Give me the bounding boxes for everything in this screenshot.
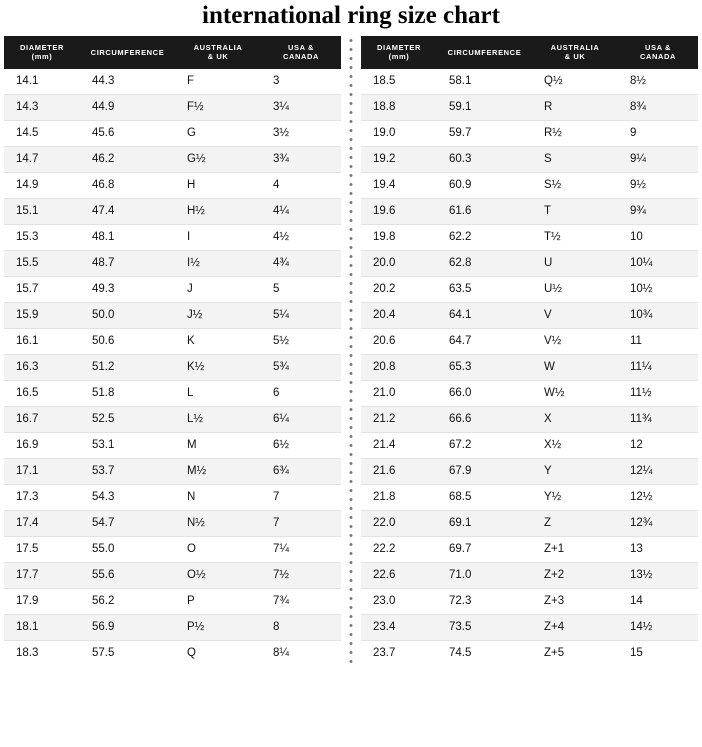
cell-diameter: 15.3 xyxy=(4,224,80,250)
page-title: international ring size chart xyxy=(202,2,500,29)
column-header-circumference xyxy=(80,36,175,69)
cell-diameter: 17.9 xyxy=(4,588,80,614)
table-row xyxy=(4,276,341,302)
cell-circumference: 67.2 xyxy=(437,432,532,458)
cell-usa-canada: 3½ xyxy=(261,120,341,146)
table-row xyxy=(361,198,698,224)
cell-circumference: 54.3 xyxy=(80,484,175,510)
table-row xyxy=(361,406,698,432)
cell-circumference: 51.8 xyxy=(80,380,175,406)
cell-australia-uk: Z+5 xyxy=(532,640,618,666)
cell-circumference: 50.6 xyxy=(80,328,175,354)
cell-usa-canada: 4¼ xyxy=(261,198,341,224)
cell-diameter: 16.5 xyxy=(4,380,80,406)
column-header-diameter-unit: (mm) xyxy=(388,52,410,62)
cell-australia-uk: V½ xyxy=(532,328,618,354)
cell-australia-uk: R xyxy=(532,94,618,120)
cell-circumference: 65.3 xyxy=(437,354,532,380)
cell-usa-canada: 14½ xyxy=(618,614,698,640)
cell-usa-canada: 5¼ xyxy=(261,302,341,328)
cell-diameter: 22.6 xyxy=(361,562,437,588)
column-header-uk-label: & UK xyxy=(207,52,229,62)
cell-australia-uk: G xyxy=(175,120,261,146)
table-row xyxy=(361,276,698,302)
cell-diameter: 17.3 xyxy=(4,484,80,510)
cell-australia-uk: S½ xyxy=(532,172,618,198)
cell-australia-uk: Z xyxy=(532,510,618,536)
cell-usa-canada: 8¾ xyxy=(618,94,698,120)
table-row xyxy=(4,640,341,666)
vertical-dotted-divider xyxy=(348,36,354,666)
table-row xyxy=(4,510,341,536)
cell-australia-uk: U xyxy=(532,250,618,276)
table-row xyxy=(361,562,698,588)
cell-usa-canada: 11¾ xyxy=(618,406,698,432)
table-row xyxy=(361,458,698,484)
column-header-diameter-label: DIAMETER xyxy=(20,43,64,52)
cell-diameter: 22.0 xyxy=(361,510,437,536)
cell-usa-canada: 4 xyxy=(261,172,341,198)
cell-australia-uk: P½ xyxy=(175,614,261,640)
cell-usa-canada: 13 xyxy=(618,536,698,562)
cell-circumference: 72.3 xyxy=(437,588,532,614)
table-row xyxy=(4,250,341,276)
cell-australia-uk: K½ xyxy=(175,354,261,380)
cell-usa-canada: 10½ xyxy=(618,276,698,302)
cell-usa-canada: 5½ xyxy=(261,328,341,354)
cell-australia-uk: Z+3 xyxy=(532,588,618,614)
cell-usa-canada: 12½ xyxy=(618,484,698,510)
cell-circumference: 48.1 xyxy=(80,224,175,250)
column-header-australia-label: AUSTRALIA xyxy=(550,43,600,52)
column-header-circumference-label: CIRCUMFERENCE xyxy=(447,47,522,57)
cell-australia-uk: Y xyxy=(532,458,618,484)
cell-circumference: 44.3 xyxy=(80,69,175,95)
cell-usa-canada: 7¾ xyxy=(261,588,341,614)
tables-container xyxy=(0,36,702,666)
cell-australia-uk: X½ xyxy=(532,432,618,458)
cell-usa-canada: 10 xyxy=(618,224,698,250)
cell-circumference: 56.2 xyxy=(80,588,175,614)
cell-usa-canada: 7 xyxy=(261,484,341,510)
cell-circumference: 61.6 xyxy=(437,198,532,224)
cell-australia-uk: V xyxy=(532,302,618,328)
cell-usa-canada: 10¾ xyxy=(618,302,698,328)
cell-australia-uk: W½ xyxy=(532,380,618,406)
table-row xyxy=(4,354,341,380)
table-body-left xyxy=(4,69,341,666)
column-header-usa-label: USA & xyxy=(644,43,672,52)
cell-circumference: 57.5 xyxy=(80,640,175,666)
cell-usa-canada: 11½ xyxy=(618,380,698,406)
cell-circumference: 68.5 xyxy=(437,484,532,510)
cell-usa-canada: 4¾ xyxy=(261,250,341,276)
cell-circumference: 56.9 xyxy=(80,614,175,640)
cell-circumference: 64.7 xyxy=(437,328,532,354)
cell-diameter: 21.8 xyxy=(361,484,437,510)
cell-circumference: 60.3 xyxy=(437,146,532,172)
table-header-right xyxy=(361,36,698,69)
column-header-uk-label: & UK xyxy=(564,52,586,62)
table-row xyxy=(4,588,341,614)
cell-australia-uk: F½ xyxy=(175,94,261,120)
table-row xyxy=(361,510,698,536)
cell-usa-canada: 8 xyxy=(261,614,341,640)
cell-circumference: 51.2 xyxy=(80,354,175,380)
column-header-diameter xyxy=(4,36,80,69)
cell-usa-canada: 9½ xyxy=(618,172,698,198)
cell-circumference: 46.8 xyxy=(80,172,175,198)
table-row xyxy=(4,94,341,120)
cell-circumference: 62.2 xyxy=(437,224,532,250)
cell-diameter: 23.0 xyxy=(361,588,437,614)
table-row xyxy=(4,484,341,510)
cell-australia-uk: J½ xyxy=(175,302,261,328)
cell-circumference: 59.1 xyxy=(437,94,532,120)
cell-circumference: 53.1 xyxy=(80,432,175,458)
cell-australia-uk: Z+1 xyxy=(532,536,618,562)
table-row xyxy=(4,562,341,588)
cell-diameter: 22.2 xyxy=(361,536,437,562)
cell-australia-uk: F xyxy=(175,69,261,95)
ring-size-table-left xyxy=(4,36,341,666)
table-row xyxy=(361,250,698,276)
cell-circumference: 60.9 xyxy=(437,172,532,198)
cell-diameter: 16.1 xyxy=(4,328,80,354)
cell-usa-canada: 11 xyxy=(618,328,698,354)
table-row xyxy=(4,328,341,354)
cell-usa-canada: 12¾ xyxy=(618,510,698,536)
cell-diameter: 18.8 xyxy=(361,94,437,120)
cell-circumference: 63.5 xyxy=(437,276,532,302)
table-row xyxy=(361,640,698,666)
cell-diameter: 20.4 xyxy=(361,302,437,328)
cell-australia-uk: R½ xyxy=(532,120,618,146)
table-row xyxy=(361,94,698,120)
cell-diameter: 20.2 xyxy=(361,276,437,302)
cell-circumference: 74.5 xyxy=(437,640,532,666)
cell-australia-uk: M½ xyxy=(175,458,261,484)
cell-usa-canada: 6½ xyxy=(261,432,341,458)
cell-circumference: 48.7 xyxy=(80,250,175,276)
column-header-circumference xyxy=(437,36,532,69)
cell-usa-canada: 12 xyxy=(618,432,698,458)
cell-australia-uk: T xyxy=(532,198,618,224)
cell-diameter: 14.3 xyxy=(4,94,80,120)
cell-usa-canada: 3¼ xyxy=(261,94,341,120)
cell-circumference: 66.6 xyxy=(437,406,532,432)
cell-circumference: 47.4 xyxy=(80,198,175,224)
cell-usa-canada: 3 xyxy=(261,69,341,95)
cell-diameter: 21.6 xyxy=(361,458,437,484)
cell-diameter: 19.4 xyxy=(361,172,437,198)
table-row xyxy=(361,224,698,250)
cell-circumference: 45.6 xyxy=(80,120,175,146)
cell-australia-uk: Y½ xyxy=(532,484,618,510)
column-header-canada-label: CANADA xyxy=(282,52,320,62)
cell-australia-uk: P xyxy=(175,588,261,614)
cell-usa-canada: 5 xyxy=(261,276,341,302)
cell-australia-uk: Z+2 xyxy=(532,562,618,588)
table-row xyxy=(361,69,698,95)
cell-australia-uk: Z+4 xyxy=(532,614,618,640)
header-row xyxy=(361,36,698,69)
table-row xyxy=(361,614,698,640)
table-row xyxy=(4,302,341,328)
cell-australia-uk: H½ xyxy=(175,198,261,224)
cell-diameter: 18.3 xyxy=(4,640,80,666)
cell-australia-uk: T½ xyxy=(532,224,618,250)
cell-circumference: 49.3 xyxy=(80,276,175,302)
cell-circumference: 64.1 xyxy=(437,302,532,328)
cell-circumference: 67.9 xyxy=(437,458,532,484)
cell-diameter: 17.4 xyxy=(4,510,80,536)
cell-circumference: 55.0 xyxy=(80,536,175,562)
cell-usa-canada: 9¾ xyxy=(618,198,698,224)
cell-usa-canada: 13½ xyxy=(618,562,698,588)
table-row xyxy=(4,69,341,95)
cell-diameter: 14.1 xyxy=(4,69,80,95)
cell-diameter: 16.3 xyxy=(4,354,80,380)
cell-diameter: 21.2 xyxy=(361,406,437,432)
column-header-canada-label: CANADA xyxy=(639,52,677,62)
table-row xyxy=(361,120,698,146)
cell-circumference: 69.1 xyxy=(437,510,532,536)
cell-usa-canada: 7½ xyxy=(261,562,341,588)
cell-circumference: 46.2 xyxy=(80,146,175,172)
cell-circumference: 59.7 xyxy=(437,120,532,146)
cell-usa-canada: 3¾ xyxy=(261,146,341,172)
table-row xyxy=(361,354,698,380)
cell-australia-uk: S xyxy=(532,146,618,172)
cell-diameter: 17.1 xyxy=(4,458,80,484)
table-header-left xyxy=(4,36,341,69)
column-header-diameter-label: DIAMETER xyxy=(377,43,421,52)
cell-diameter: 20.0 xyxy=(361,250,437,276)
cell-usa-canada: 8½ xyxy=(618,69,698,95)
cell-circumference: 54.7 xyxy=(80,510,175,536)
cell-australia-uk: O xyxy=(175,536,261,562)
cell-usa-canada: 6¼ xyxy=(261,406,341,432)
table-row xyxy=(4,224,341,250)
cell-diameter: 19.8 xyxy=(361,224,437,250)
cell-usa-canada: 10¼ xyxy=(618,250,698,276)
cell-diameter: 18.5 xyxy=(361,69,437,95)
table-row xyxy=(361,146,698,172)
cell-diameter: 19.6 xyxy=(361,198,437,224)
table-row xyxy=(361,302,698,328)
cell-australia-uk: W xyxy=(532,354,618,380)
cell-diameter: 17.5 xyxy=(4,536,80,562)
table-body-right xyxy=(361,69,698,666)
cell-australia-uk: U½ xyxy=(532,276,618,302)
cell-australia-uk: L½ xyxy=(175,406,261,432)
cell-diameter: 23.4 xyxy=(361,614,437,640)
table-row xyxy=(361,536,698,562)
table-row xyxy=(4,536,341,562)
cell-usa-canada: 6 xyxy=(261,380,341,406)
cell-australia-uk: J xyxy=(175,276,261,302)
column-header-circumference-label: CIRCUMFERENCE xyxy=(90,47,165,57)
column-header-australia-uk xyxy=(175,36,261,69)
column-header-diameter-unit: (mm) xyxy=(31,52,53,62)
cell-diameter: 16.9 xyxy=(4,432,80,458)
column-header-diameter xyxy=(361,36,437,69)
cell-circumference: 66.0 xyxy=(437,380,532,406)
cell-diameter: 15.1 xyxy=(4,198,80,224)
cell-usa-canada: 9 xyxy=(618,120,698,146)
cell-diameter: 14.9 xyxy=(4,172,80,198)
cell-australia-uk: K xyxy=(175,328,261,354)
table-row xyxy=(4,120,341,146)
cell-diameter: 19.0 xyxy=(361,120,437,146)
cell-diameter: 20.8 xyxy=(361,354,437,380)
cell-australia-uk: O½ xyxy=(175,562,261,588)
column-header-usa-label: USA & xyxy=(287,43,315,52)
cell-usa-canada: 14 xyxy=(618,588,698,614)
table-row xyxy=(4,380,341,406)
table-row xyxy=(361,588,698,614)
table-row xyxy=(361,380,698,406)
cell-diameter: 21.4 xyxy=(361,432,437,458)
cell-usa-canada: 11¼ xyxy=(618,354,698,380)
cell-diameter: 15.7 xyxy=(4,276,80,302)
cell-australia-uk: M xyxy=(175,432,261,458)
cell-diameter: 23.7 xyxy=(361,640,437,666)
cell-circumference: 53.7 xyxy=(80,458,175,484)
cell-australia-uk: Q½ xyxy=(532,69,618,95)
ring-size-table-right xyxy=(361,36,698,666)
cell-circumference: 69.7 xyxy=(437,536,532,562)
cell-australia-uk: X xyxy=(532,406,618,432)
cell-circumference: 58.1 xyxy=(437,69,532,95)
cell-diameter: 20.6 xyxy=(361,328,437,354)
table-row xyxy=(4,172,341,198)
table-row xyxy=(361,328,698,354)
cell-australia-uk: I½ xyxy=(175,250,261,276)
column-header-australia-uk xyxy=(532,36,618,69)
cell-australia-uk: G½ xyxy=(175,146,261,172)
cell-diameter: 19.2 xyxy=(361,146,437,172)
cell-diameter: 16.7 xyxy=(4,406,80,432)
table-row xyxy=(4,406,341,432)
cell-diameter: 15.9 xyxy=(4,302,80,328)
column-header-australia-label: AUSTRALIA xyxy=(193,43,243,52)
cell-usa-canada: 7 xyxy=(261,510,341,536)
cell-circumference: 52.5 xyxy=(80,406,175,432)
cell-australia-uk: L xyxy=(175,380,261,406)
cell-australia-uk: N½ xyxy=(175,510,261,536)
cell-australia-uk: Q xyxy=(175,640,261,666)
cell-circumference: 62.8 xyxy=(437,250,532,276)
table-row xyxy=(361,484,698,510)
cell-usa-canada: 4½ xyxy=(261,224,341,250)
cell-circumference: 44.9 xyxy=(80,94,175,120)
cell-diameter: 14.7 xyxy=(4,146,80,172)
cell-australia-uk: H xyxy=(175,172,261,198)
cell-diameter: 18.1 xyxy=(4,614,80,640)
table-row xyxy=(361,432,698,458)
cell-australia-uk: I xyxy=(175,224,261,250)
cell-circumference: 71.0 xyxy=(437,562,532,588)
cell-usa-canada: 12¼ xyxy=(618,458,698,484)
table-row xyxy=(4,614,341,640)
cell-usa-canada: 6¾ xyxy=(261,458,341,484)
column-header-usa-canada xyxy=(618,36,698,69)
table-row xyxy=(4,432,341,458)
cell-usa-canada: 9¼ xyxy=(618,146,698,172)
column-header-usa-canada xyxy=(261,36,341,69)
cell-circumference: 55.6 xyxy=(80,562,175,588)
cell-diameter: 17.7 xyxy=(4,562,80,588)
cell-australia-uk: N xyxy=(175,484,261,510)
cell-circumference: 50.0 xyxy=(80,302,175,328)
table-row xyxy=(4,146,341,172)
cell-circumference: 73.5 xyxy=(437,614,532,640)
cell-diameter: 15.5 xyxy=(4,250,80,276)
cell-usa-canada: 8¼ xyxy=(261,640,341,666)
cell-usa-canada: 7¼ xyxy=(261,536,341,562)
table-row xyxy=(4,198,341,224)
header-row xyxy=(4,36,341,69)
cell-diameter: 21.0 xyxy=(361,380,437,406)
cell-usa-canada: 15 xyxy=(618,640,698,666)
table-row xyxy=(4,458,341,484)
table-row xyxy=(361,172,698,198)
cell-diameter: 14.5 xyxy=(4,120,80,146)
cell-usa-canada: 5¾ xyxy=(261,354,341,380)
